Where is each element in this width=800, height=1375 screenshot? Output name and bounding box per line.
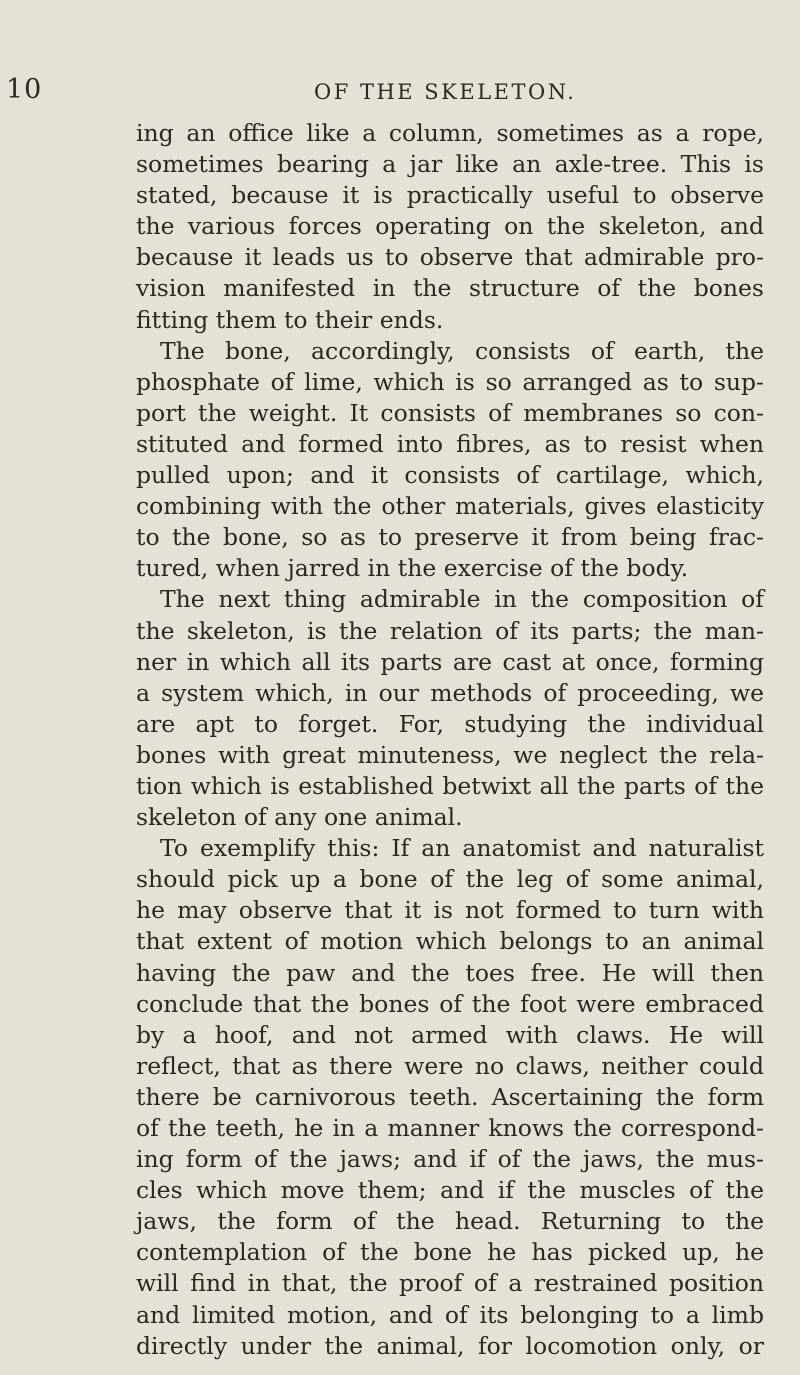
text-line: ing an office like a column, sometimes as a rope, (136, 119, 764, 147)
text-line: port the weight. It consists of membranes so con- (136, 398, 764, 427)
text-line: stated, because it is practically useful to observe (136, 181, 764, 210)
running-title: OF THE SKELETON. (314, 80, 577, 104)
page-number: 10 (6, 74, 43, 105)
text-line: a system which, in our methods of proceeding, we (136, 678, 764, 707)
text-line: sometimes bearing a jar like an axle-tree. This is (136, 150, 764, 179)
text-line: tion which is established betwixt all the parts of the (136, 771, 764, 800)
text-line: of the teeth, he in a manner knows the correspond- (136, 1114, 764, 1142)
text-line: jaws, the form of the head. Returning to the (136, 1207, 764, 1236)
text-line: by a hoof, and not armed with claws. He will (136, 1020, 764, 1049)
text-line: cles which move them; and if the muscles of the (136, 1176, 764, 1205)
text-line: bones with great minuteness, we neglect the rela- (136, 740, 764, 769)
text-line: conclude that the bones of the foot were embraced (136, 989, 764, 1018)
text-line: The next thing admirable in the composition of (160, 585, 764, 614)
text-line: to the bone, so as to preserve it from being frac- (136, 523, 764, 552)
text-line: having the paw and the toes free. He will then (136, 958, 764, 987)
text-line: stituted and formed into fibres, as to resist when (136, 429, 764, 458)
body-text (136, 118, 764, 1362)
text-line: the skeleton, is the relation of its parts; the man- (136, 616, 764, 645)
text-line: should pick up a bone of the leg of some animal, (136, 865, 764, 894)
text-line: and limited motion, and of its belonging to a limb (136, 1300, 764, 1329)
text-line: the various forces operating on the skeleton, and (136, 212, 764, 241)
text-line: reflect, that as there were no claws, neither could (136, 1051, 764, 1080)
text-line: combining with the other materials, gives elasticity (136, 492, 764, 521)
text-line: contemplation of the bone he has picked up, he (136, 1238, 764, 1267)
text-line: tured, when jarred in the exercise of the body. (136, 554, 689, 583)
text-line: will find in that, the proof of a restrained position (136, 1269, 764, 1298)
text-line: because it leads us to observe that admirable pro- (136, 243, 764, 272)
text-line: are apt to forget. For, studying the individual (136, 709, 764, 738)
text-line: skeleton of any one animal. (136, 803, 463, 832)
text-line: vision manifested in the structure of the bones (136, 274, 764, 303)
text-line: pulled upon; and it consists of cartilage, which, (136, 461, 764, 490)
text-line: fitting them to their ends. (136, 305, 444, 334)
text-line: To exemplify this: If an anatomist and naturalist (160, 834, 764, 863)
text-line: that extent of motion which belongs to an animal (136, 927, 764, 956)
text-line: The bone, accordingly, consists of earth, the (160, 336, 764, 365)
text-line: he may observe that it is not formed to turn with (136, 896, 764, 925)
text-line: ing form of the jaws; and if of the jaws, the mus- (136, 1145, 764, 1174)
text-line: ner in which all its parts are cast at once, forming (136, 647, 764, 676)
text-line: there be carnivorous teeth. Ascertaining the form (136, 1082, 764, 1111)
text-line: directly under the animal, for locomotion only, or (136, 1331, 764, 1360)
text-line: phosphate of lime, which is so arranged as to sup- (136, 367, 764, 396)
